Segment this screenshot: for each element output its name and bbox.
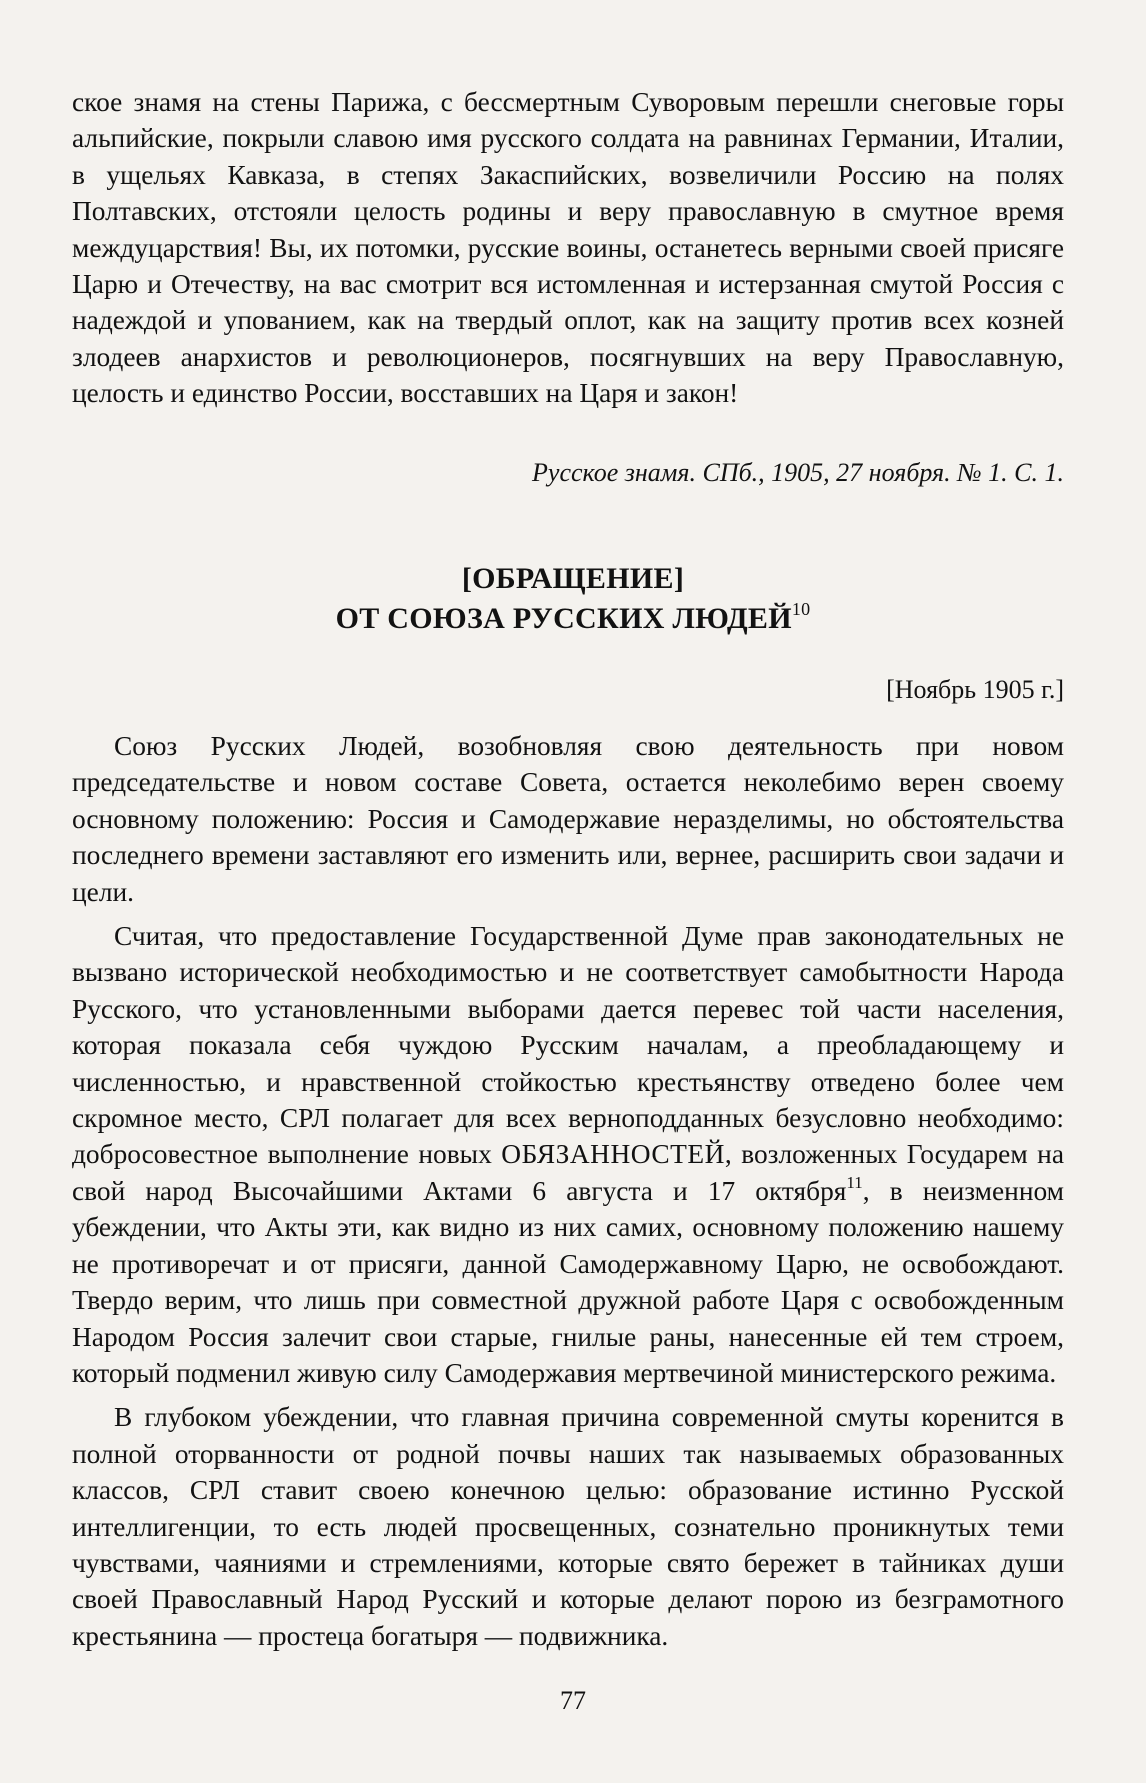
paragraph-2-emphasis: ОБЯЗАННОСТЕЙ xyxy=(501,1139,725,1170)
paragraph-2-part-c: , в неизменном убеждении, что Акты эти, как видно из них самих, основному положению нашему не противоречат и от присяги, данной Самодержавному Царю, не освобождают. Твердо верим, что лишь при совместной дружной работе Царя с освобожденным Народом Россия залечит свои старые, гнилые раны, нанесенные ей тем строем, который подменил живую силу Самодержавия мертвечиной министерского режима. xyxy=(72,1175,1064,1388)
document-heading-line2 xyxy=(0,599,1146,636)
appeal-text-block xyxy=(72,728,1064,1654)
footnote-ref-11: 11 xyxy=(846,1172,863,1192)
source-citation: Русское знамя. СПб., 1905, 27 ноября. № 1. С. 1. xyxy=(532,458,1064,487)
paragraph-1: Союз Русских Людей, возобновляя свою деятельность при новом председательстве и новом составе Совета, остается неколебимо верен своему основному положению: Россия и Самодержавие неразделимы, но обстоятельства последнего времени заставляют его изменить или, вернее, расширить свои задачи и цели. xyxy=(72,731,1064,907)
paragraph-2 xyxy=(72,918,1064,1391)
document-date: [Ноябрь 1905 г.] xyxy=(886,675,1064,704)
heading-text: ОТ СОЮЗА РУССКИХ ЛЮДЕЙ xyxy=(335,602,792,635)
page-number: 77 xyxy=(560,1686,586,1715)
document-heading-line1: [ОБРАЩЕНИЕ] xyxy=(461,562,685,595)
paragraph-2-part-b: , возложенных Государем на свой народ Высочайшими Актами 6 августа и 17 октября xyxy=(72,1139,1064,1206)
paragraph-2-part-a: Считая, что предоставление Государственной Думе прав законодательных не вызвано исторической необходимостью и не соответствует самобытности Народа Русского, что установленными выборами дается перевес той части населения, которая показала себя чуждою Русским началам, а преобладающему и численностью, и нравственной стойкостью крестьянству отведено более чем скромное место, СРЛ полагает для всех верноподданных безусловно необходимо: добросовестное выполнение новых xyxy=(72,921,1064,1170)
paragraph-3: В глубоком убеждении, что главная причина современной смуты коренится в полной оторванности от родной почвы наших так называемых образованных классов, СРЛ ставит своею конечною целью: образование истинно Русской интеллигенции, то есть людей просвещенных, сознательно проникнутых теми чувствами, чаяниями и стремлениями, которые свято бережет в тайниках души своей Православный Народ Русский и которые делают порою из безграмотного крестьянина — простеца богатыря — подвижника. xyxy=(72,1402,1064,1651)
preceding-paragraph: ское знамя на стены Парижа, с бессмертным Суворовым перешли снеговые горы альпийские, покрыли славою имя русского солдата на равнинах Германии, Италии, в ущельях Кавказа, в степях Закаспийских, возвеличили Россию на полях Полтавских, отстояли целость родины и веру православную в смутное время междуцарствия! Вы, их потомки, русские воины, останетесь верными своей присяге Царю и Отечеству, на вас смотрит вся истомленная и истерзанная смутой Россия с надеждой и упованием, как на твердый оплот, как на защиту против всех козней злодеев анархистов и революционеров, посягнувших на веру Православную, целость и единство России, восставших на Царя и закон! xyxy=(72,87,1064,409)
footnote-ref-10: 10 xyxy=(791,599,811,619)
preceding-text-block xyxy=(72,84,1064,412)
